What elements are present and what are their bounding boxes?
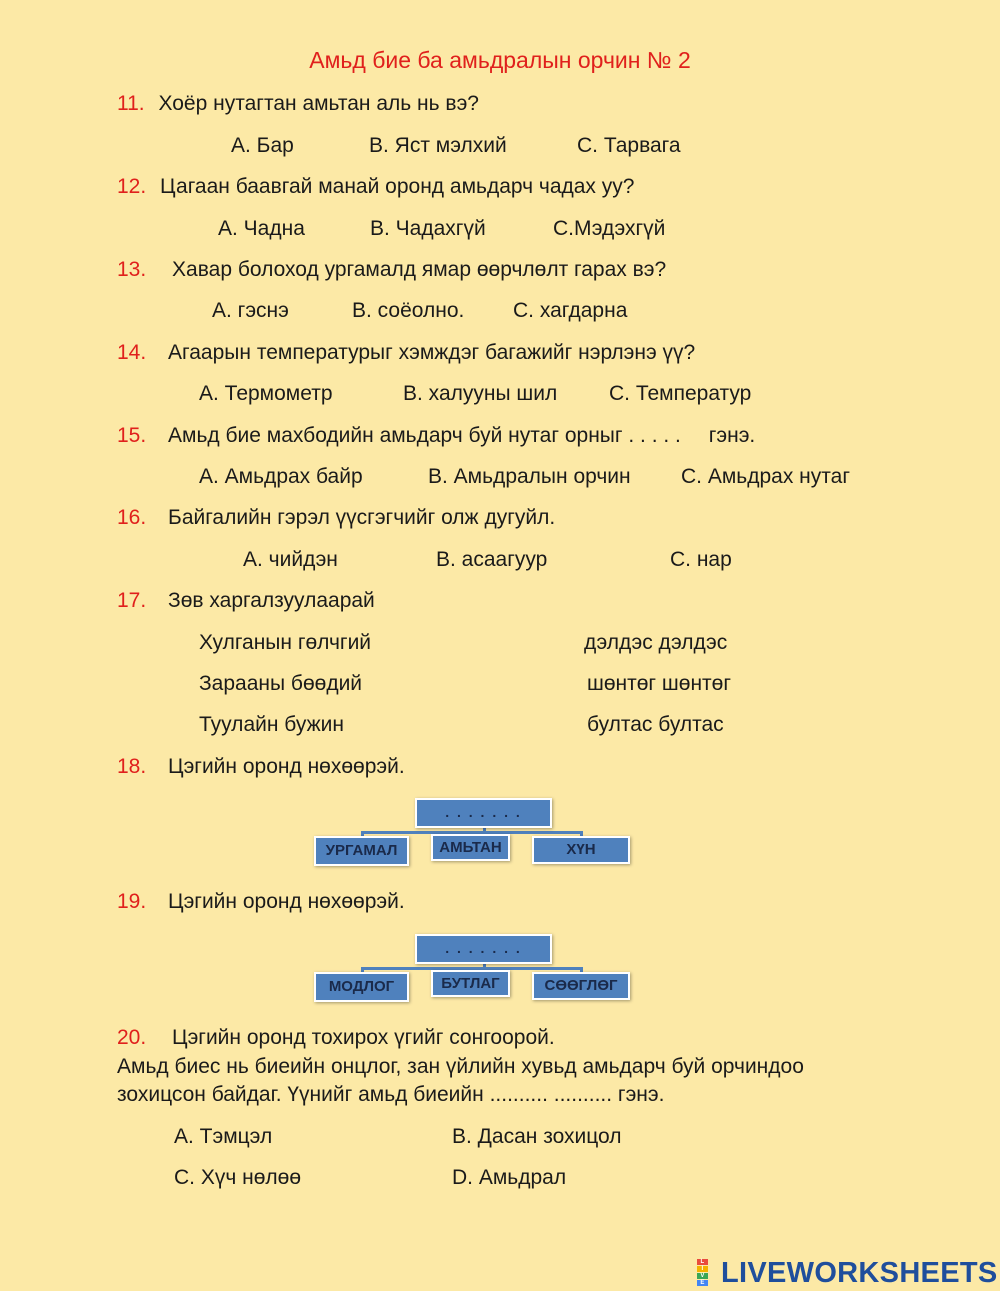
option-c[interactable]: С. Температур (609, 382, 752, 405)
question-text: Агаарын температурыг хэмждэг багажийг нэрлэнэ үү? (168, 341, 696, 364)
option-b[interactable]: В. Яст мэлхий (369, 134, 507, 157)
question-14 (117, 341, 695, 365)
option-c[interactable]: С. Амьдрах нутаг (681, 465, 850, 488)
match-left-item[interactable]: Зарааны бөөдий (199, 672, 363, 695)
option-b[interactable]: В. Дасан зохицол (452, 1125, 622, 1148)
question-text: Байгалийн гэрэл үүсгэгчийг олж дугуйл. (168, 506, 556, 529)
option-a[interactable]: А. Тэмцэл (174, 1125, 273, 1148)
question-16 (117, 506, 555, 530)
question-number: 14. (117, 341, 147, 364)
paragraph-line: зохицсон байдаг. Үүнийг амьд биеийн .......... .......... гэнэ. (117, 1083, 665, 1106)
question-number: 12. (117, 175, 147, 198)
liveworksheets-mark-icon: L I V E (697, 1259, 719, 1285)
option-b[interactable]: В. Чадахгүй (370, 217, 486, 240)
option-b[interactable]: В. халууны шил (403, 382, 558, 405)
question-11 (117, 92, 479, 116)
match-right-item[interactable]: дэлдэс дэлдэс (584, 631, 728, 654)
option-a[interactable]: А. чийдэн (243, 548, 338, 571)
option-a[interactable]: А. Чадна (218, 217, 305, 240)
question-text: Зөв харгалзуулаарай (168, 589, 375, 612)
question-19 (117, 890, 405, 914)
match-right-item[interactable]: бултас бултас (587, 713, 724, 736)
question-text: Хоёр нутагтан амьтан аль нь вэ? (158, 92, 479, 115)
option-c[interactable]: С. хагдарна (513, 299, 628, 322)
question-12 (117, 175, 634, 199)
question-number: 20. (117, 1026, 147, 1049)
diagram-node: УРГАМАЛ (314, 836, 409, 866)
question-text: Цэгийн оронд нөхөөрэй. (168, 890, 405, 913)
diagram-node: ХҮН (532, 836, 630, 864)
question-text: Амьд бие махбодийн амьдарч буй нутаг орныг . . . . . (168, 424, 681, 447)
option-b[interactable]: В. соёолно. (352, 299, 465, 322)
question-text: Цэгийн оронд тохирох үгийг сонгоорой. (172, 1026, 555, 1049)
question-number: 15. (117, 424, 147, 447)
option-b[interactable]: В. Амьдралын орчин (428, 465, 631, 488)
liveworksheets-logo (697, 1257, 998, 1290)
option-a[interactable]: А. Амьдрах байр (199, 465, 363, 488)
option-a[interactable]: А. Бар (231, 134, 294, 157)
option-c[interactable]: С. Тарвага (577, 134, 681, 157)
blank-box[interactable]: . . . . . . . (415, 798, 552, 828)
question-17 (117, 589, 375, 613)
option-c[interactable]: С. Хүч нөлөө (174, 1166, 302, 1189)
page-title: Амьд бие ба амьдралын орчин № 2 (309, 47, 691, 73)
option-b[interactable]: В. асаагуур (436, 548, 548, 571)
question-number: 19. (117, 890, 147, 913)
question-text: Цагаан баавгай манай оронд амьдарч чадах уу? (160, 175, 635, 198)
question-13 (117, 258, 666, 282)
question-text: Цэгийн оронд нөхөөрэй. (168, 755, 405, 778)
question-number: 11. (117, 92, 145, 115)
question-18 (117, 755, 405, 779)
paragraph-line: Амьд биес нь биеийн онцлог, зан үйлийн хувьд амьдарч буй орчиндоо (117, 1055, 804, 1078)
option-a[interactable]: А. гэснэ (212, 299, 289, 322)
question-number: 16. (117, 506, 147, 529)
brand-text: LIVEWORKSHEETS (721, 1257, 998, 1289)
diagram-node: МОДЛОГ (314, 972, 409, 1002)
option-a[interactable]: А. Термометр (199, 382, 333, 405)
question-number: 17. (117, 589, 147, 612)
question-text: Хавар болоход ургамалд ямар өөрчлөлт гарах вэ? (172, 258, 667, 281)
option-c[interactable]: С.Мэдэхгүй (553, 217, 666, 240)
diagram-node: АМЬТАН (431, 834, 510, 861)
match-right-item[interactable]: шөнтөг шөнтөг (587, 672, 731, 695)
option-c[interactable]: С. нар (670, 548, 732, 571)
question-number: 18. (117, 755, 147, 778)
diagram-node: СӨӨГЛӨГ (532, 972, 630, 1000)
match-left-item[interactable]: Туулайн бужин (199, 713, 344, 736)
question-15 (117, 424, 755, 448)
diagram-node: БУТЛАГ (431, 970, 510, 997)
question-20 (117, 1026, 555, 1050)
option-d[interactable]: D. Амьдрал (452, 1166, 567, 1189)
match-left-item[interactable]: Хулганын гөлчгий (199, 631, 372, 654)
question-number: 13. (117, 258, 147, 281)
question-text-end: гэнэ. (708, 424, 756, 447)
blank-box[interactable]: . . . . . . . (415, 934, 552, 964)
